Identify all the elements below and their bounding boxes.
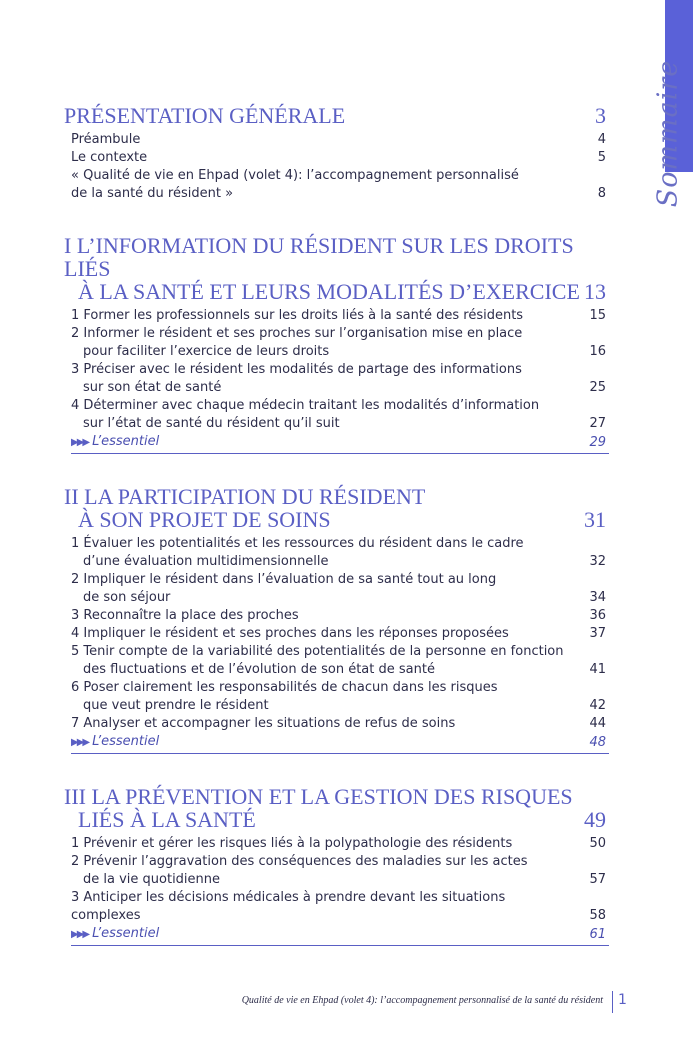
essentiel-entry[interactable] (71, 925, 609, 946)
toc-section (64, 785, 609, 946)
side-label: Sommaire (652, 59, 684, 208)
toc-entry-page: 42 (589, 698, 606, 713)
footer-divider (612, 991, 613, 1013)
toc-entry[interactable] (64, 643, 609, 679)
toc-entry[interactable] (64, 607, 609, 625)
toc-entry-line: 7 Analyser et accompagner les situations de refus de soins (71, 716, 456, 731)
toc-entry-line: 4 Déterminer avec chaque médecin traitant les modalités d’information (71, 398, 540, 413)
toc-entry[interactable] (64, 131, 609, 149)
toc-entry-page: 27 (589, 416, 606, 431)
toc-entry-line: 3 Reconnaître la place des proches (71, 608, 299, 623)
toc-entry-line: « Qualité de vie en Ehpad (volet 4): l’accompagnement personnalisé (71, 168, 519, 183)
essentiel-page: 61 (589, 927, 606, 942)
essentiel-label: L’essentiel (92, 734, 160, 749)
toc-section (64, 104, 609, 203)
toc-entry-text (71, 607, 299, 625)
section-title[interactable] (64, 485, 609, 531)
toc-entry-line: des fluctuations et de l’évolution de son état de santé (83, 662, 435, 677)
toc-entry-line: 3 Préciser avec le résident les modalités de partage des informations (71, 362, 522, 377)
toc-entry-line: sur son état de santé (83, 380, 222, 395)
toc-entry-text (71, 325, 522, 361)
toc-entry-text (71, 397, 539, 433)
toc-entry-page: 37 (589, 626, 606, 641)
toc-entry-page: 50 (589, 836, 606, 851)
toc-entry-line: d’une évaluation multidimensionnelle (83, 554, 329, 569)
toc-entry-line: 2 Prévenir l’aggravation des conséquences des maladies sur les actes (71, 854, 528, 869)
toc-entry[interactable] (64, 835, 609, 853)
toc-entry[interactable] (64, 535, 609, 571)
toc-entry-line: 2 Impliquer le résident dans l’évaluation de sa santé tout au long (71, 572, 497, 587)
toc-section (64, 485, 609, 754)
section-items (64, 835, 609, 925)
section-page-number: 31 (584, 507, 606, 532)
essentiel-label-wrap (71, 733, 159, 752)
triple-arrow-icon: ▶▶▶ (71, 929, 89, 940)
section-title[interactable] (64, 104, 609, 127)
toc-entry[interactable] (64, 149, 609, 167)
toc-entry-page: 36 (589, 608, 606, 623)
toc-entry-line: 3 Anticiper les décisions médicales à prendre devant les situations complexes (71, 890, 506, 923)
toc-entry-text (71, 679, 498, 715)
section-title-line: LIÉS À LA SANTÉ (78, 807, 256, 832)
toc-entry-page: 5 (597, 150, 606, 165)
toc-entry-text (71, 853, 527, 889)
footer-page-number: 1 (618, 992, 627, 1008)
section-items (64, 307, 609, 433)
toc-entry-text (71, 889, 576, 925)
toc-entry-page: 34 (589, 590, 606, 605)
toc-entry-line: 4 Impliquer le résident et ses proches dans les réponses proposées (71, 626, 509, 641)
essentiel-entry[interactable] (71, 433, 609, 454)
toc-entry-text (71, 361, 522, 397)
toc-entry-line: de la santé du résident » (71, 186, 234, 201)
section-title-text (64, 785, 573, 831)
toc-entry-page: 8 (597, 186, 606, 201)
toc-entry-line: Préambule (71, 132, 141, 147)
toc-entry-text (71, 535, 524, 571)
toc-entry-line: sur l’état de santé du résident qu’il suit (83, 416, 340, 431)
toc-entry-line: 2 Informer le résident et ses proches sur l’organisation mise en place (71, 326, 523, 341)
toc-entry-text (71, 167, 519, 203)
page-footer (0, 992, 693, 1013)
toc-entry-text (71, 131, 140, 149)
table-of-contents (64, 104, 609, 977)
section-items (64, 535, 609, 733)
toc-entry-page: 57 (589, 872, 606, 887)
section-page-number: 13 (584, 279, 606, 304)
triple-arrow-icon: ▶▶▶ (71, 437, 89, 448)
toc-entry-page: 4 (597, 132, 606, 147)
toc-entry-text (71, 571, 496, 607)
toc-entry-page: 58 (589, 908, 606, 923)
toc-entry[interactable] (64, 397, 609, 433)
essentiel-label-wrap (71, 433, 159, 452)
toc-entry[interactable] (64, 571, 609, 607)
footer-title: Qualité de vie en Ehpad (volet 4): l’accompagnement personnalisé de la santé du résident (241, 995, 603, 1006)
section-title[interactable] (64, 234, 609, 303)
toc-entry-page: 25 (589, 380, 606, 395)
toc-entry-line: 5 Tenir compte de la variabilité des potentialités de la personne en fonction (71, 644, 564, 659)
toc-entry-line: 6 Poser clairement les responsabilités de chacun dans les risques (71, 680, 498, 695)
toc-entry-line: 1 Prévenir et gérer les risques liés à la polypathologie des résidents (71, 836, 513, 851)
toc-entry-line: Le contexte (71, 150, 148, 165)
toc-entry[interactable] (64, 325, 609, 361)
toc-entry[interactable] (64, 679, 609, 715)
triple-arrow-icon: ▶▶▶ (71, 737, 89, 748)
toc-entry-line: de son séjour (83, 590, 171, 605)
toc-entry-text (71, 307, 523, 325)
essentiel-label: L’essentiel (92, 926, 160, 941)
essentiel-page: 48 (589, 735, 606, 750)
toc-entry-text (71, 835, 512, 853)
toc-entry-line: 1 Évaluer les potentialités et les ressources du résident dans le cadre (71, 536, 524, 551)
toc-entry-page: 44 (589, 716, 606, 731)
essentiel-label-wrap (71, 925, 159, 944)
section-title-text (64, 234, 584, 303)
toc-entry[interactable] (64, 307, 609, 325)
toc-entry-line: pour faciliter l’exercice de leurs droits (83, 344, 330, 359)
section-title-line: II LA PARTICIPATION DU RÉSIDENT (64, 484, 426, 509)
section-title-line: III LA PRÉVENTION ET LA GESTION DES RISQUES (64, 784, 573, 809)
toc-entry-page: 15 (589, 308, 606, 323)
section-page-number: 49 (584, 807, 606, 832)
toc-entry[interactable] (64, 167, 609, 203)
essentiel-label: L’essentiel (92, 434, 160, 449)
toc-entry[interactable] (64, 361, 609, 397)
section-title-line: I L’INFORMATION DU RÉSIDENT SUR LES DROITS LIÉS (64, 233, 574, 281)
section-title-line: PRÉSENTATION GÉNÉRALE (64, 103, 346, 128)
section-page-number: 3 (595, 103, 606, 128)
toc-entry-page: 41 (589, 662, 606, 677)
toc-entry-text (71, 715, 455, 733)
essentiel-page: 29 (589, 435, 606, 450)
toc-entry-line: 1 Former les professionnels sur les droits liés à la santé des résidents (71, 308, 524, 323)
toc-entry-text (71, 149, 147, 167)
toc-entry[interactable] (64, 715, 609, 733)
section-title[interactable] (64, 785, 609, 831)
section-title-line: À SON PROJET DE SOINS (78, 507, 331, 532)
toc-entry[interactable] (64, 625, 609, 643)
toc-entry-text (71, 625, 509, 643)
essentiel-entry[interactable] (71, 733, 609, 754)
toc-entry-page: 32 (589, 554, 606, 569)
toc-entry[interactable] (64, 889, 609, 925)
section-title-line: À LA SANTÉ ET LEURS MODALITÉS D’EXERCICE (78, 279, 580, 304)
toc-entry-page: 16 (589, 344, 606, 359)
toc-entry-line: que veut prendre le résident (83, 698, 269, 713)
toc-entry-text (71, 643, 564, 679)
section-items (64, 131, 609, 203)
toc-entry-line: de la vie quotidienne (83, 872, 221, 887)
toc-section (64, 234, 609, 454)
section-title-text (64, 485, 425, 531)
section-title-text (64, 104, 345, 127)
toc-entry[interactable] (64, 853, 609, 889)
